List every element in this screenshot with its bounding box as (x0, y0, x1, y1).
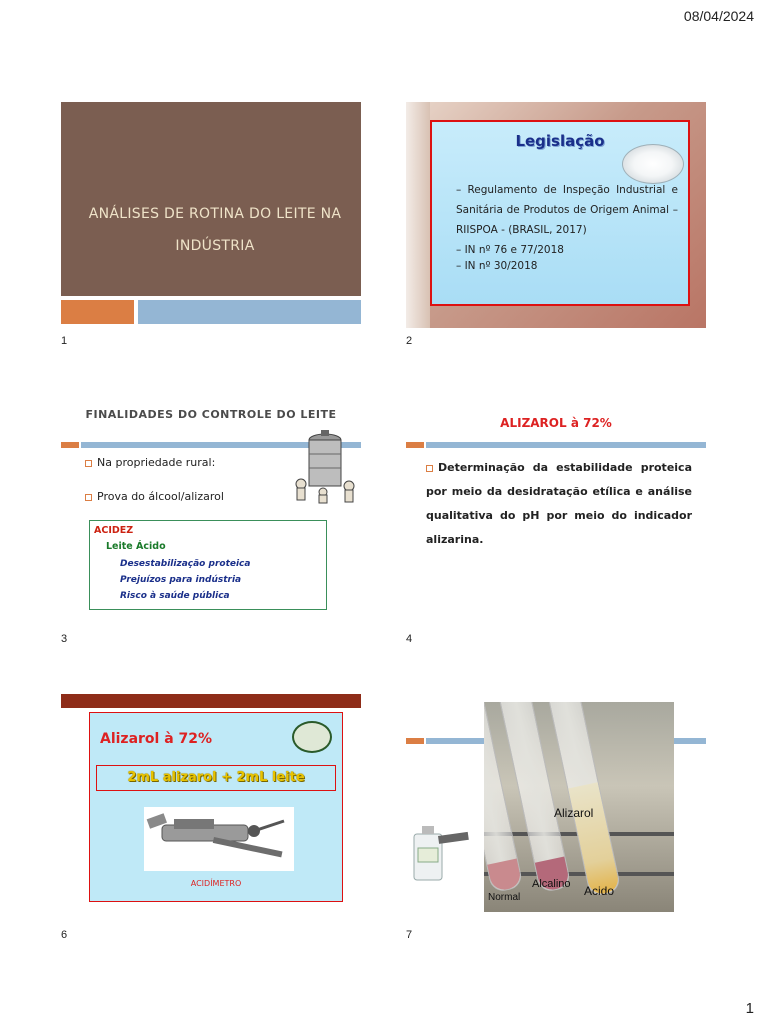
slide-3-title: FINALIDADES DO CONTROLE DO LEITE (85, 408, 337, 421)
milk-splash-image (622, 144, 684, 184)
print-date: 08/04/2024 (683, 8, 754, 24)
bullet-icon (85, 494, 92, 501)
slide-4-title: ALIZAROL à 72% (500, 416, 612, 430)
slide-number-2: 2 (406, 335, 413, 347)
legislation-item: – IN nº 76 e 77/2018 (456, 244, 564, 256)
slide-1-title (79, 198, 351, 262)
alizarol-bottle-image (408, 814, 472, 888)
list-item-label: Prova do álcool/alizarol (97, 490, 224, 503)
slide-number-4: 4 (406, 633, 413, 645)
acidez-box (89, 520, 327, 610)
title-line-1: ANÁLISES DE ROTINA DO LEITE NA (88, 206, 342, 222)
slide-number-6: 6 (61, 929, 68, 941)
page-number: 1 (745, 1000, 754, 1017)
slide-4 (406, 400, 706, 616)
label-acido: Acido (584, 884, 615, 898)
acidez-heading: ACIDEZ (94, 525, 134, 536)
paragraph-text: Determinação da estabilidade proteica por meio da desidratação etílica e análise qualitativa do pH por meio do indicador alizarina. (426, 461, 692, 546)
top-bar (61, 694, 361, 708)
blue-accent-bar (138, 300, 361, 324)
milk-tank-illustration (293, 428, 357, 504)
list-item (85, 490, 224, 503)
label-alizarol: Alizarol (554, 806, 594, 820)
slide-number-3: 3 (61, 633, 68, 645)
slide-2 (406, 102, 706, 328)
liquid-acido (568, 782, 620, 896)
acidimeter-image (144, 807, 294, 871)
acidimeter-caption: ACIDÍMETRO (190, 879, 242, 888)
slide-number-1: 1 (61, 335, 68, 347)
slide-6 (61, 694, 361, 914)
slide-1 (61, 102, 361, 326)
acidez-consequence: Prejuízos para indústria (120, 575, 242, 585)
acidez-consequence: Risco à saúde pública (120, 591, 230, 601)
list-item (85, 456, 215, 469)
title-line-2: INDÚSTRIA (175, 238, 255, 254)
bullet-icon (85, 460, 92, 467)
liquid-normal (487, 859, 522, 893)
legislation-item: – IN nº 30/2018 (456, 260, 538, 272)
riispoa-paragraph: – Regulamento de Inspeção Industrial e Sanitária de Produtos de Origem Animal – RIISPOA - (BRASIL, 2017) (456, 184, 678, 236)
bullet-icon (426, 465, 433, 472)
slide-2-title: Legislação (515, 132, 605, 150)
lab-logo-icon (292, 721, 332, 753)
slide-6-title: Alizarol à 72% (100, 731, 213, 747)
slide-3 (61, 400, 361, 616)
label-normal: Normal (488, 892, 521, 903)
legislation-frame (430, 120, 690, 306)
alizarol-card (89, 712, 343, 902)
orange-accent-bar (61, 300, 134, 324)
slide-7 (406, 694, 706, 922)
alizarol-tubes-photo (484, 702, 674, 912)
slide-4-paragraph (426, 456, 692, 552)
acidez-consequence: Desestabilização proteica (120, 559, 251, 569)
leite-acido-subheading: Leite Ácido (106, 541, 166, 552)
alizarol-formula: 2mL alizarol + 2mL leite (96, 765, 336, 791)
slide-number-7: 7 (406, 929, 413, 941)
label-alcalino: Alcalino (532, 878, 571, 890)
background-strip (406, 102, 430, 328)
list-item-label: Na propriedade rural: (97, 456, 216, 469)
